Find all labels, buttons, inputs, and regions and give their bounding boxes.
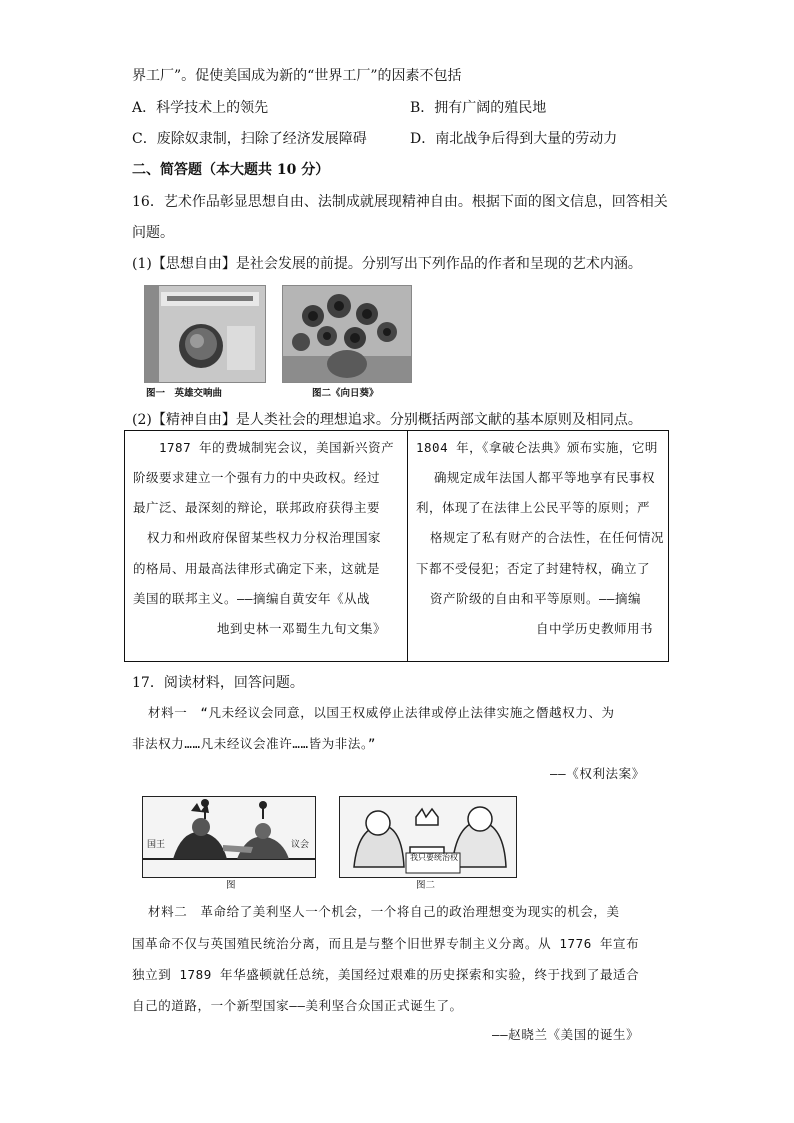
material-2-line: 独立到 1789 年华盛顿就任总统，美国经过艰难的历史探索和实验，终于找到了最适合 [132,967,640,982]
q17-stem: 17．阅读材料，回答问题。 [132,675,304,691]
documents-table [124,430,669,662]
right-cell-row: 利，体现了在法律上公民平等的原则；严 [416,500,651,515]
table-column-divider [407,431,408,661]
material-1-source: ——《权利法案》 [550,766,645,781]
right-cell-row: 确规定成年法国人都平等地享有民事权 [434,470,656,485]
material-2-line: 自己的道路，一个新型国家——美利坚合众国正式诞生了。 [132,998,463,1013]
cartoon-2-speech-bubble: 我只要统治权 [410,853,458,862]
q15-option-d: D．南北战争后得到大量的劳动力 [410,131,618,147]
right-cell-row: 资产阶级的自由和平等原则。——摘编 [430,591,642,606]
cartoon-1-label-king: 国王 [147,840,166,850]
king-parliament-cartoon-illustration [143,797,315,877]
left-cell-row: 权力和州政府保留某些权力分权治理国家 [147,530,382,545]
symphony-cover-illustration [145,286,265,382]
right-cell-row: 下都不受侵犯；否定了封建特权，确立了 [416,561,651,576]
material-2-line: 国革命不仅与英国殖民统治分离，而且是与整个旧世界专制主义分离。从 1776 年宣布 [132,936,640,951]
q15-option-a: A．科学技术上的领先 [132,100,269,116]
left-cell-row: 阶级要求建立一个强有力的中央政权。经过 [133,470,381,485]
q16-stem-line-1: 16．艺术作品彰显思想自由、法制成就展现精神自由。根据下面的图文信息，回答相关 [132,194,668,210]
cartoon-1-caption: 图 [226,880,236,891]
q15-stem-line: 界工厂”。促使美国成为新的“世界工厂”的因素不包括 [132,68,462,84]
cartoon-1-image [142,796,316,878]
figure-2-caption: 图二《向日葵》 [312,388,379,399]
q16-part1: (1)【思想自由】是社会发展的前提。分别写出下列作品的作者和呈现的艺术内涵。 [132,256,642,272]
left-cell-row: 地到史林一邓蜀生九旬文集》 [217,621,387,636]
cartoon-1-label-parliament: 议会 [291,840,310,850]
right-cell-row: 自中学历史教师用书 [536,621,654,636]
material-1-line-2: 非法权力……凡未经议会准许……皆为非法。” [132,736,376,751]
left-cell-row: 最广泛、最深刻的辩论，联邦政府获得主要 [133,500,381,515]
q15-option-c: C．废除奴隶制，扫除了经济发展障碍 [132,131,367,147]
crown-balance-cartoon-illustration [340,797,516,877]
left-cell-row: 的格局、用最高法律形式确定下来，这就是 [133,561,381,576]
left-cell-row: 美国的联邦主义。——摘编自黄安年《从战 [133,591,371,606]
right-cell-row: 格规定了私有财产的合法性，在任何情况 [430,530,665,545]
sunflowers-painting-illustration [283,286,411,382]
figure-1-caption: 图一 英雄交响曲 [146,388,223,399]
material-2-source: ——赵晓兰《美国的诞生》 [492,1027,640,1042]
material-1-line-1: 材料一 “凡未经议会同意，以国王权威停止法律或停止法律实施之僭越权力、为 [148,705,615,720]
cartoon-2-image [339,796,517,878]
cartoon-2-caption: 图二 [416,880,436,891]
material-2-line: 材料二 革命给了美利坚人一个机会，一个将自己的政治理想变为现实的机会，美 [148,904,620,919]
figure-2-image [282,285,412,383]
q15-option-b: B．拥有广阔的殖民地 [410,100,547,116]
section-heading: 二、简答题（本大题共 10 分） [132,162,330,178]
figure-1-image [144,285,266,383]
q16-stem-line-2: 问题。 [132,225,174,241]
right-cell-row: 1804 年，《拿破仑法典》颁布实施，它明 [416,440,658,455]
q16-part2: (2)【精神自由】是人类社会的理想追求。分别概括两部文献的基本原则及相同点。 [132,412,642,428]
left-cell-row: 1787 年的费城制宪会议，美国新兴资产 [159,440,395,455]
